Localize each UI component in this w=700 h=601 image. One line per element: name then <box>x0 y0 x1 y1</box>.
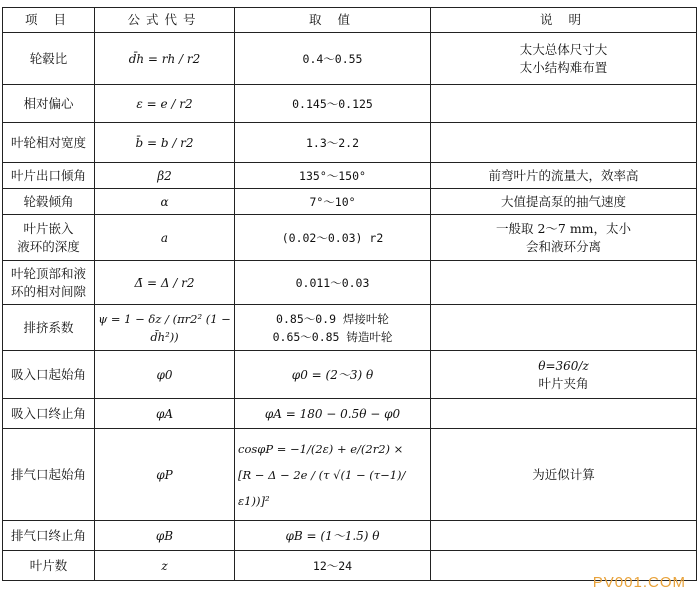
note-line: 一般取 2～7 mm，太小 <box>495 220 632 236</box>
table-row <box>3 123 697 163</box>
header-item: 项 目 <box>3 8 95 33</box>
value-cell: φA = 180 − 0.5θ − φ0 <box>235 399 431 429</box>
table-row <box>3 521 697 551</box>
item-line: 叶轮顶部和液 <box>10 265 86 281</box>
symbol-cell: φ0 <box>95 351 235 399</box>
item-cell: 吸入口起始角 <box>3 351 95 399</box>
symbol-cell: b̄ = b / r2 <box>95 123 235 163</box>
item-cell: 吸入口终止角 <box>3 399 95 429</box>
table-row <box>3 33 697 85</box>
value-line: 0.85～0.9 焊接叶轮 <box>276 311 389 326</box>
note-cell <box>431 189 697 215</box>
table-row <box>3 261 697 305</box>
table-header-row <box>3 8 697 33</box>
note-line: 太小结构难布置 <box>519 59 608 75</box>
note-line: 叶片夹角 <box>538 375 589 391</box>
note-cell <box>431 429 697 521</box>
value-cell <box>235 429 431 521</box>
note-cell <box>431 261 697 305</box>
value-cell: 0.4～0.55 <box>235 33 431 85</box>
table-row <box>3 399 697 429</box>
note-line: 会和液环分离 <box>525 238 601 254</box>
value-cell: 135°～150° <box>235 163 431 189</box>
note-line: 太大总体尺寸大 <box>519 41 608 57</box>
value-line: 0.65～0.85 铸造叶轮 <box>272 329 393 344</box>
note-cell <box>431 351 697 399</box>
value-cell: 0.011～0.03 <box>235 261 431 305</box>
symbol-cell: z <box>95 551 235 581</box>
header-value: 取 值 <box>235 8 431 33</box>
symbol-cell: ψ = 1 − δz / (πr2² (1 − d̄h²)) <box>95 305 235 351</box>
item-cell: 排气口终止角 <box>3 521 95 551</box>
item-cell: 排挤系数 <box>3 305 95 351</box>
header-symbol: 公式代号 <box>95 8 235 33</box>
value-cell: 0.145～0.125 <box>235 85 431 123</box>
item-cell <box>3 261 95 305</box>
table-row <box>3 351 697 399</box>
value-cell: 1.3～2.2 <box>235 123 431 163</box>
item-cell: 排气口起始角 <box>3 429 95 521</box>
symbol-cell: φP <box>95 429 235 521</box>
note-cell <box>431 123 697 163</box>
value-cell: φ0 = (2～3) θ <box>235 351 431 399</box>
item-cell <box>3 215 95 261</box>
item-line: 环的相对间隙 <box>10 283 86 299</box>
value-cell: φB = (1～1.5) θ <box>235 521 431 551</box>
note-cell <box>431 85 697 123</box>
item-line: 叶片嵌入 <box>23 220 74 236</box>
item-line: 液环的深度 <box>17 238 80 254</box>
note-cell <box>431 521 697 551</box>
item-cell: 轮毂倾角 <box>3 189 95 215</box>
note-cell <box>431 399 697 429</box>
note-cell <box>431 33 697 85</box>
value-cell: (0.02～0.03) r2 <box>235 215 431 261</box>
header-note: 说 明 <box>431 8 697 33</box>
table-row <box>3 85 697 123</box>
table-row <box>3 189 697 215</box>
item-cell: 轮毂比 <box>3 33 95 85</box>
symbol-cell: φB <box>95 521 235 551</box>
table-row <box>3 215 697 261</box>
watermark: PV001.COM <box>592 574 686 591</box>
symbol-cell: Δ̄ = Δ / r2 <box>95 261 235 305</box>
value-cell: 12～24 <box>235 551 431 581</box>
symbol-cell: ε = e / r2 <box>95 85 235 123</box>
note-line: θ=360/z <box>538 358 589 373</box>
symbol-cell: φA <box>95 399 235 429</box>
symbol-cell: d̄h = rh / r2 <box>95 33 235 85</box>
value-cell: 7°～10° <box>235 189 431 215</box>
item-cell: 叶片数 <box>3 551 95 581</box>
table-row <box>3 305 697 351</box>
table-row <box>3 429 697 521</box>
note-line: 为近似计算 <box>532 466 595 482</box>
note-cell <box>431 305 697 351</box>
value-line: cosφP = −1/(2ε) + e/(2r2) × <box>238 441 404 456</box>
symbol-cell: α <box>95 189 235 215</box>
symbol-cell: a <box>95 215 235 261</box>
item-cell: 相对偏心 <box>3 85 95 123</box>
note-cell <box>431 163 697 189</box>
value-cell <box>235 305 431 351</box>
table-row <box>3 163 697 189</box>
item-cell: 叶轮相对宽度 <box>3 123 95 163</box>
parameter-table <box>2 7 697 581</box>
item-cell: 叶片出口倾角 <box>3 163 95 189</box>
note-cell <box>431 215 697 261</box>
symbol-cell: β2 <box>95 163 235 189</box>
note-line: 前弯叶片的流量大，效率高 <box>488 167 639 183</box>
value-line: [R − Δ − 2e / (τ √(1 − (τ−1)/ε1))]² <box>238 467 406 508</box>
note-line: 大值提高泵的抽气速度 <box>500 193 626 209</box>
